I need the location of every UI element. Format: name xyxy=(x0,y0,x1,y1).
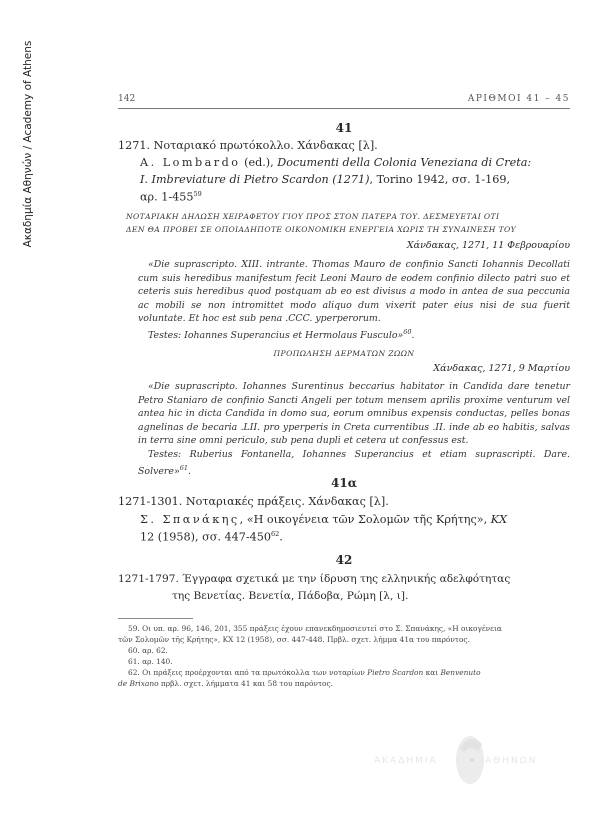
archive-side-label xyxy=(18,28,38,268)
doc2-caption: ΠΡΟΠΩΛΗΣΗ ΔΕΡΜΑΤΩΝ ΖΩΩΝ xyxy=(273,349,415,358)
entry-41a-author: Σ. Σπανάκης xyxy=(140,513,240,526)
page-number: 142 xyxy=(118,94,136,104)
doc2-body: «Die suprascripto. Iohannes Surentinus beccarius habitator in Candida dare tenetur Petro Staniaro de confinio Sancti Angeli per totum mensem aprilis proxime venturum vel antea hic in dicta Candida in domo sua, eorum omnibus expensis conductas, pelles bonas agnelinas de becaria .LII. pro yperperis in Creta currentibus .II. inde ab eo habitis, salvas in terra sine omni periculo, sub pena dupli et cetera ut confessus est. xyxy=(138,381,570,447)
entry-41-number: 41 xyxy=(335,121,353,135)
footnote-59-line1: 59. Οι υπ. αρ. 96, 146, 201, 355 πράξεις έχουν επανεκδημοσιευτεί στο Σ. Σπανάκης, «Η οικογένεια xyxy=(128,624,502,633)
entry-41a-title: , «Η οικογένεια τῶν Σολομῶν τῆς Κρήτης», xyxy=(239,513,491,526)
entry-42-number: 42 xyxy=(335,553,353,567)
footnote-ref-62: 62 xyxy=(270,530,280,538)
entry-41-author: A. Lombardo xyxy=(140,156,241,169)
athena-head-icon xyxy=(452,730,488,792)
entry-41a-citation-line2: 12 (1958), σσ. $447-450^{62}$. xyxy=(140,530,283,544)
footnote-ref-60: 60 xyxy=(403,327,412,336)
footnote-62-line1 xyxy=(118,667,570,678)
doc2-date: Χάνδακας, 1271, 9 Μαρτίου xyxy=(433,363,570,374)
doc1-testes-line: Testes: Iohannes Superancius et Hermolaus Fusculo»$^{60}$. xyxy=(148,327,415,342)
entry-41a-pages: 12 (1958), σσ. 447-450 xyxy=(140,530,271,544)
footnote-60: 60. αρ. 62. xyxy=(128,646,168,655)
doc1-latin-text xyxy=(138,258,570,343)
entry-41-heading: 1271. Νοταριακό πρωτόκολλο. Χάνδακας [λ]. xyxy=(118,139,378,152)
entry-41-citation-line3 xyxy=(140,190,202,204)
footnote-59-line2: τῶν Σολομῶν τῆς Κρήτης», ΚΧ 12 (1958), σσ. 447-448. Πρβλ. σχετ. λήμμα 41α του παρόντος. xyxy=(118,635,470,644)
running-title: ΑΡΙΘΜΟΙ 41 – 45 xyxy=(467,94,570,104)
header-rule xyxy=(118,108,570,109)
doc2-testes-line: Testes: Ruberius Fontanella, Iohannes Superancius et etiam suprascripti. Dare. Solvere»$^{61}$. xyxy=(138,448,570,477)
side-label-text: Ακαδημία Αθηνών / Academy of Athens xyxy=(22,40,34,248)
entry-41a-journal: ΚΧ xyxy=(490,513,508,526)
doc1-caption-line1: ΝΟΤΑΡΙΑΚΗ ΔΗΛΩΣΗ ΧΕΙΡΑΦΕΤΟΥ ΓΙΟΥ ΠΡΟΣ ΣΤΟΝ ΠΑΤΕΡΑ ΤΟΥ. ΔΕΣΜΕΥΕΤΑΙ ΟΤΙ xyxy=(126,212,500,221)
academy-watermark xyxy=(370,730,570,800)
watermark-text-1: ΑΚΑΔΗΜΙΑ xyxy=(374,756,438,766)
doc2-latin-text xyxy=(138,380,570,478)
footnote-62-notary1: Pietro Scardon xyxy=(367,668,424,677)
entry-41-pub2: , Torino 1942, σσ. 1-169, xyxy=(369,173,511,186)
footnote-ref-59: 59 xyxy=(193,190,202,198)
entry-41-citation-line2 xyxy=(140,173,510,186)
entry-41-title2: I. Imbreviature di Pietro Scardon (1271) xyxy=(140,173,370,186)
footnote-62-pre: 62. Οι πράξεις προέρχονται από τα πρωτόκολλα των νοταρίων xyxy=(128,668,368,677)
footnote-62-notary2: Benvenuto xyxy=(440,668,481,677)
doc1-date: Χάνδακας, 1271, 11 Φεβρουαρίου xyxy=(406,240,570,251)
doc1-testes: Testes: Iohannes Superancius et Hermolaus Fusculo» xyxy=(148,330,404,342)
footnote-62-notary2-cont: de Brixano xyxy=(118,679,159,688)
doc1-body: «Die suprascripto. XIII. intrante. Thomas Mauro de confinio Sancti Iohannis Decollati cum suis heredibus manifestum fecit Leoni Mauro de eodem confinio dilecto patri suo et ceteris suis heredibus quod postquam ab eo est divisus a modo in antea de sua peccunia ac mobili se non intromittet modo aliquo dum vixerit pater eius nisi de sua fuerit voluntate. Et hoc est sub pena .CCC. yperperorum. xyxy=(138,259,570,325)
footnote-ref-61: 61 xyxy=(179,463,188,472)
footnote-62-line2 xyxy=(118,678,570,689)
watermark-text-2: ΑΘΗΝΩΝ xyxy=(485,756,538,766)
entry-41a-citation-line1 xyxy=(140,513,507,526)
footnote-62-post: πρβλ. σχετ. λήμματα 41 και 58 του παρόντος. xyxy=(158,679,333,688)
entry-41a-number: 41α xyxy=(331,476,357,490)
entry-41-title1: Documenti della Colonia Veneziana di Creta: xyxy=(277,156,532,169)
entry-41-citation-line1 xyxy=(140,156,531,169)
entry-41a-heading: 1271-1301. Νοταριακές πράξεις. Χάνδακας [λ]. xyxy=(118,495,389,508)
entry-41-pub3: αρ. 1-455 xyxy=(140,190,194,204)
entry-42-heading-line2: της Βενετίας. Βενετία, Πάδοβα, Ρώμη [λ, ι]. xyxy=(172,590,409,602)
footnote-62-mid: και xyxy=(423,668,441,677)
doc1-caption-line2: ΔΕΝ ΘΑ ΠΡΟΒΕΙ ΣΕ ΟΠΟΙΑΔΗΠΟΤΕ ΟΙΚΟΝΟΜΙΚΗ ΕΝΕΡΓΕΙΑ ΧΩΡΙΣ ΤΗ ΣΥΝΑΙΝΕΣΗ ΤΟΥ xyxy=(126,225,517,234)
footnote-61: 61. αρ. 140. xyxy=(128,657,173,666)
footnotes xyxy=(118,623,570,689)
entry-41-ed: (ed.), xyxy=(240,156,278,169)
doc2-testes: Testes: Ruberius Fontanella, Iohannes Superancius et etiam suprascripti. Dare. Solvere» xyxy=(138,448,570,477)
footnote-rule xyxy=(118,618,193,619)
entry-42-heading-line1: 1271-1797. Έγγραφα σχετικά με την ίδρυση της ελληνικής αδελφότητας xyxy=(118,573,511,585)
